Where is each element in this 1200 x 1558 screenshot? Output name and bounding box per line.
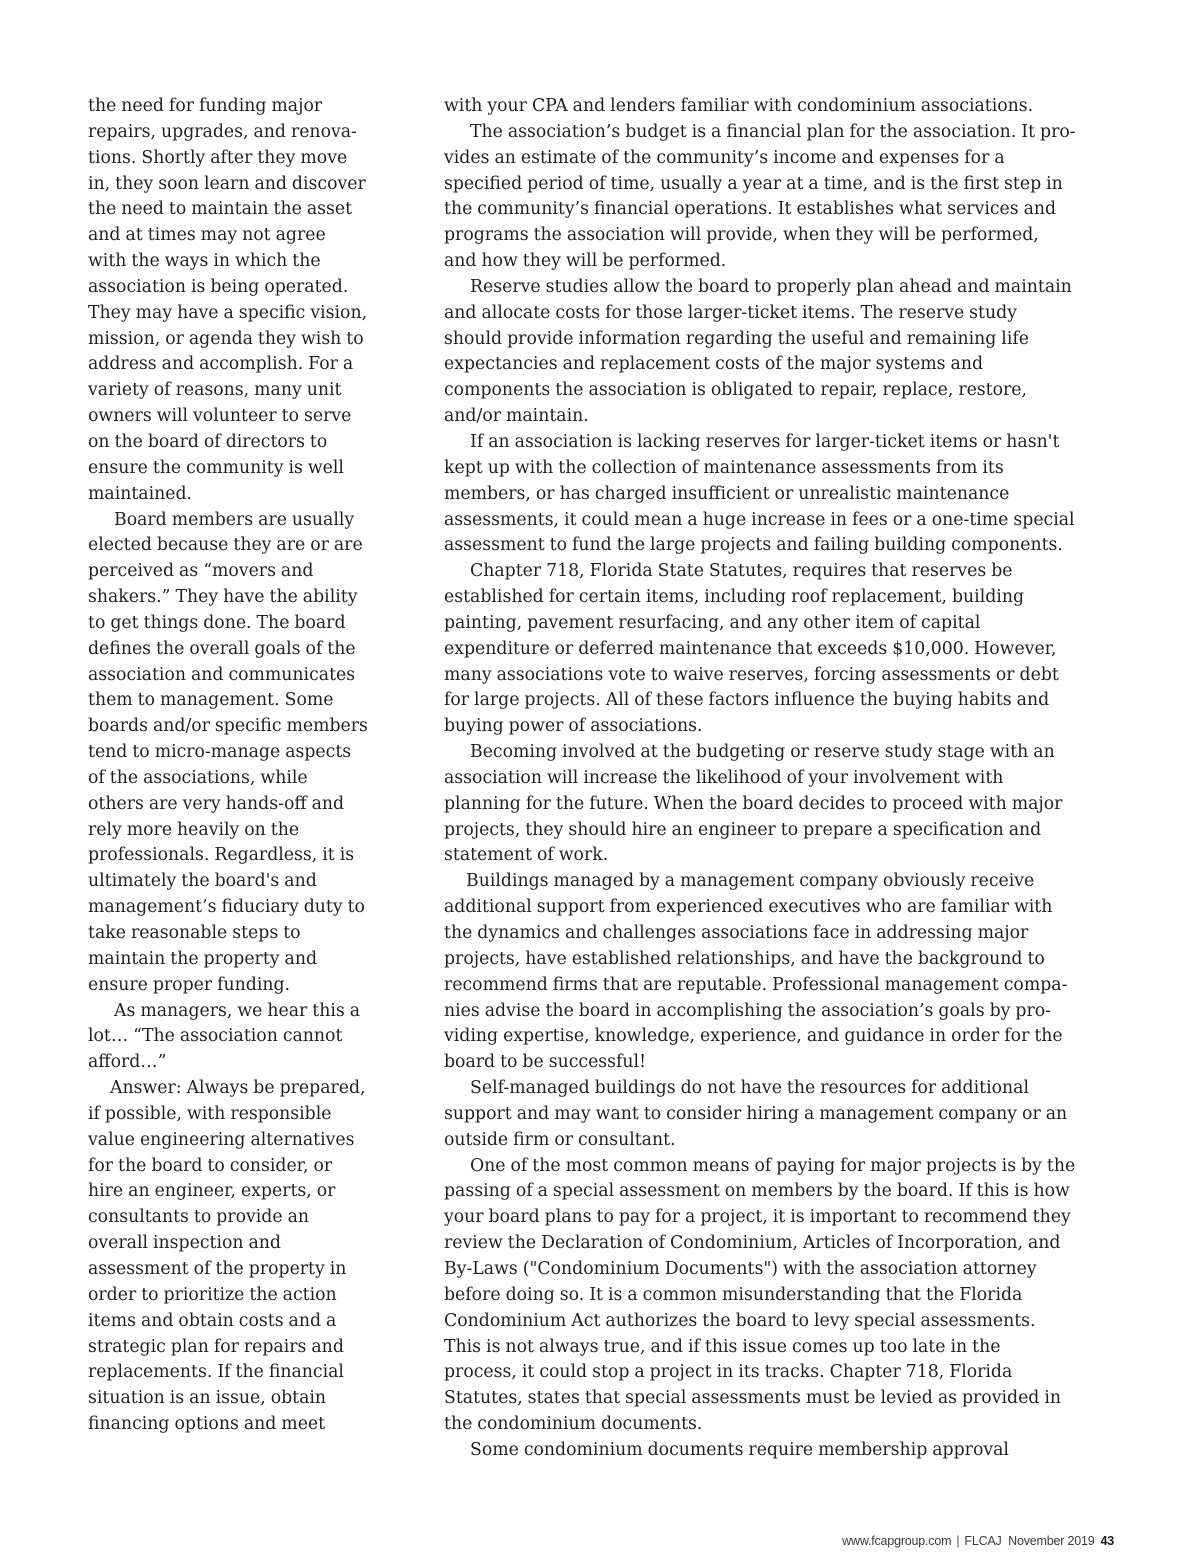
left-column bbox=[88, 94, 368, 1438]
page-number: 43 bbox=[1100, 1534, 1114, 1548]
paragraph-10: Becoming involved at the budgeting or reserve study stage with an association will increase the likelihood of your involvement with planning for the future. When the board decides to proceed with major projects, they should hire an engineer to prepare a specification and statement of work. bbox=[444, 742, 1063, 866]
paragraph-9: Chapter 718, Florida State Statutes, requires that reserves be established for certain items, including roof replacement, building painting, pavement resurfacing, and any other item of capital expenditure or deferred maintenance that exceeds $10,000. However, many associations vote to waive reserves, forcing assessments or debt for large projects. All of these factors influence the buying habits and buying power of associations. bbox=[444, 561, 1059, 737]
right-column bbox=[444, 94, 1076, 1464]
paragraph-3: As managers, we hear this a lot… “The association cannot afford…” bbox=[88, 1000, 361, 1073]
footer-separator: | bbox=[956, 1534, 960, 1548]
paragraph-7: Reserve studies allow the board to properly plan ahead and maintain and allocate costs for those larger-ticket items. The reserve study should provide information regarding the useful and remaining life expectancies and replacement costs of the major systems and components the association is obligated to repair, replace, restore, and/or maintain. bbox=[444, 276, 1072, 427]
paragraph-12: Self-managed buildings do not have the resources for additional support and may want to consider hiring a management company or an outside firm or consultant. bbox=[444, 1078, 1068, 1150]
paragraph-14: Some condominium documents require membership approval bbox=[470, 1439, 1009, 1460]
paragraph-8: If an association is lacking reserves for larger-ticket items or hasn't kept up with the collection of maintenance assessments from its members, or has charged insufficient or unrealistic maintenance assessments, it could mean a huge increase in fees or a one-time special assessment to fund the large projects and failing building components. bbox=[444, 431, 1075, 556]
footer-publication: FLCAJ bbox=[964, 1534, 1002, 1548]
paragraph-11: Buildings managed by a management company obviously receive additional support from experienced executives who are familiar with the dynamics and challenges associations face in addressing major projects, have established relationships, and have the background to recommend firms that are reputable. Professional management companies advise the board in accomplishing the association’s goals by providing expertise, knowledge, experience, and guidance in order for the board to be successful! bbox=[444, 871, 1068, 1073]
footer-website: www.fcapgroup.com bbox=[842, 1534, 952, 1548]
paragraph-5: with your CPA and lenders familiar with condominium associations. bbox=[444, 96, 1034, 116]
paragraph-1: the need for funding major repairs, upgrades, and renovations. Shortly after they move in, they soon learn and discover the need to maintain the asset and at times may not agree with the ways in which the association is being operated. They may have a specific vision, mission, or agenda they wish to address and accomplish. For a variety of reasons, many unit owners will volunteer to serve on the board of directors to ensure the community is well maintained. bbox=[88, 96, 368, 504]
paragraph-4: Answer: Always be prepared, if possible, with responsible value engineering alternatives for the board to consider, or hire an engineer, experts, or consultants to provide an overall inspection and assessment of the property in order to prioritize the action items and obtain costs and a strategic plan for repairs and replacements. If the financial situation is an issue, obtain financing options and meet bbox=[88, 1078, 366, 1435]
paragraph-13: One of the most common means of paying for major projects is by the passing of a special assessment on members by the board. If this is how your board plans to pay for a project, it is important to recommend they review the Declaration of Condominium, Articles of Incorporation, and By-Laws ("Condominium Documents") with the association attorney before doing so. It is a common misunderstanding that the Florida Condominium Act authorizes the board to levy special assessments. This is not always true, and if this issue comes up too late in the process, it could stop a project in its tracks. Chapter 718, Florida Statutes, states that special assessments must be levied as provided in the condominium documents. bbox=[444, 1155, 1076, 1435]
paragraph-2: Board members are usually elected because they are or are perceived as “movers and shakers.” They have the ability to get things done. The board defines the overall goals of the association and communicates them to management. Some boards and/or specific members tend to micro-manage aspects of the associations, while others are very hands-off and rely more heavily on the professionals. Regardless, it is ultimately the board's and management’s fiduciary duty to take reasonable steps to maintain the property and ensure proper funding. bbox=[88, 509, 368, 995]
paragraph-6: The association’s budget is a financial plan for the association. It provides an estimate of the community’s income and expenses for a specified period of time, usually a year at a time, and is the first step in the community’s financial operations. It establishes what services and programs the association will provide, when they will be performed, and how they will be performed. bbox=[444, 121, 1076, 272]
page-footer bbox=[842, 1534, 1114, 1548]
footer-issue-date: November 2019 bbox=[1008, 1534, 1095, 1548]
